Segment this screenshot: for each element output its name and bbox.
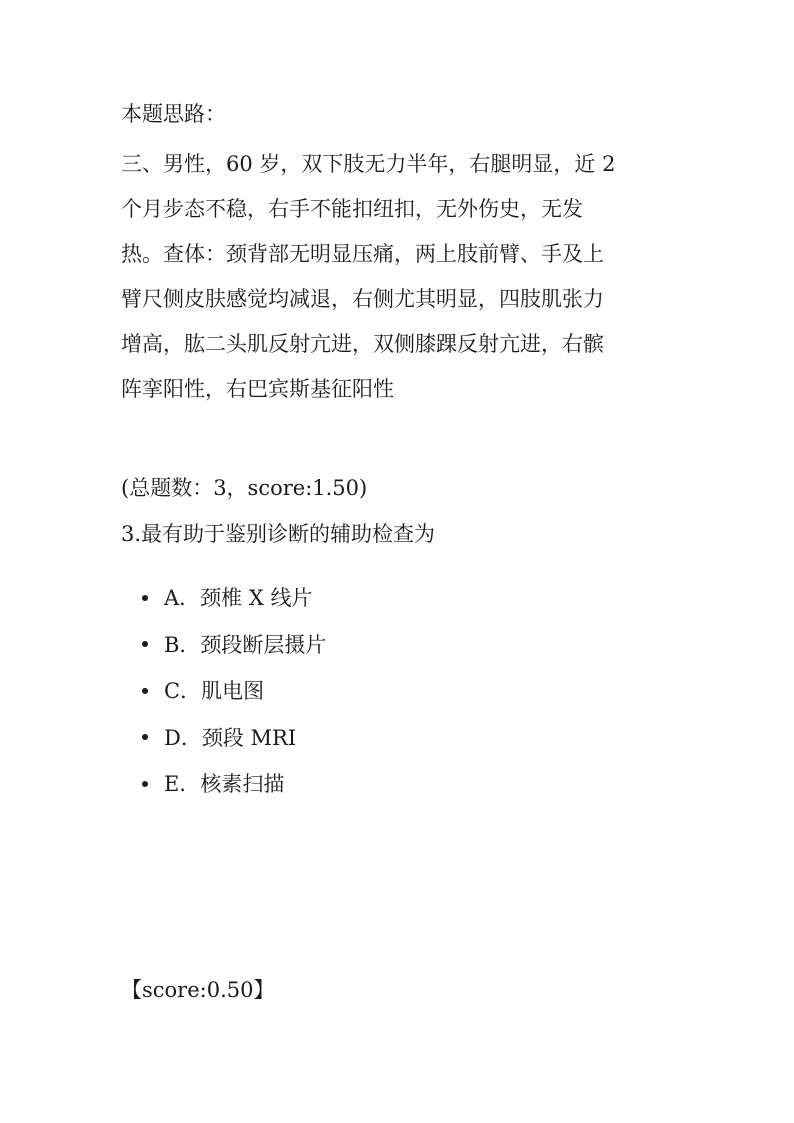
case-line: 个月步态不稳，右手不能扣纽扣，无外伤史，无发 [121, 197, 583, 221]
bullet-icon [142, 595, 148, 601]
bullet-icon [142, 688, 148, 694]
case-line: 热。查体：颈背部无明显压痛，两上肢前臂、手及上 [121, 242, 604, 266]
case-line: 臂尺侧皮肤感觉均减退，右侧尤其明显，四肢肌张力 [121, 287, 604, 311]
option-e[interactable] [142, 766, 326, 813]
case-line: 增高，肱二头肌反射亢进，双侧膝踝反射亢进，右髌 [121, 332, 604, 356]
answer-options [142, 580, 326, 813]
option-c[interactable] [142, 673, 326, 720]
question-score: 【score:0.50】 [121, 978, 275, 1002]
section-heading: 本题思路： [121, 102, 226, 126]
option-label: B．颈段断层摄片 [164, 632, 327, 657]
case-line: 三、男性，60 岁，双下肢无力半年，右腿明显，近 2 [121, 152, 616, 176]
bullet-icon [142, 781, 148, 787]
option-b[interactable] [142, 627, 326, 674]
option-a[interactable] [142, 580, 326, 627]
question-text: 3.最有助于鉴别诊断的辅助检查为 [121, 522, 436, 546]
option-label: E．核素扫描 [164, 772, 285, 796]
option-label: D．颈段 MRI [164, 725, 297, 750]
case-line: 阵挛阳性，右巴宾斯基征阳性 [121, 377, 394, 401]
option-label: A．颈椎 X 线片 [164, 586, 313, 610]
option-d[interactable] [142, 720, 326, 767]
case-description [121, 142, 681, 412]
bullet-icon [142, 734, 148, 740]
question-set-meta: (总题数：3，score:1.50) [121, 476, 368, 500]
bullet-icon [142, 641, 148, 647]
option-label: C．肌电图 [164, 679, 265, 703]
